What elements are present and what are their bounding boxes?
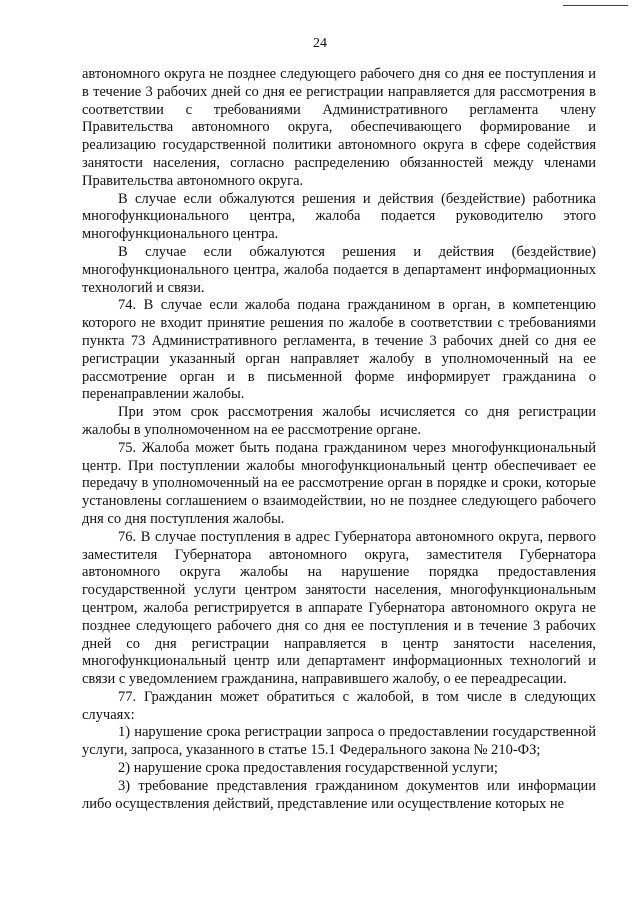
- paragraph: 74. В случае если жалоба подана гражданином в орган, в компетенцию которого не входит принятие решения по жалобе в соответствии с требованиями пункта 73 Административного регламента, в течение 3 рабочих дней со дня ее регистрации указанный орган направляет жалобу в уполномоченный на ее рассмотрение орган и в письменной форме информирует гражданина о перенаправлении жалобы.: [82, 297, 596, 403]
- paragraph: автономного округа не позднее следующего рабочего дня со дня ее поступления и в течение 3 рабочих дней со дня ее регистрации направляется для рассмотрения в соответствии с требованиями Административного регламента члену Правительства автономного округа, обеспечивающего формирование и реализацию государственной политики автономного округа в сфере содействия занятости населения, согласно распределению обязанностей между членами Правительства автономного округа.: [82, 66, 596, 189]
- paragraph: 77. Гражданин может обратиться с жалобой, в том числе в следующих случаях:: [82, 688, 596, 723]
- paragraph: 76. В случае поступления в адрес Губернатора автономного округа, первого заместителя Губернатора автономного округа, заместителя Губернатора автономного округа жалобы на нарушение порядка предоставления государственной услуги центром занятости населения, многофункциональным центром, жалоба регистрируется в аппарате Губернатора автономного округа не позднее следующего рабочего дня со дня ее поступления и в течение 3 рабочих дней со дня регистрации направляется в центр занятости населения, многофункциональный центр или департамент информационных технологий и связи с уведомлением гражданина, направившего жалобу, о ее переадресации.: [82, 528, 596, 688]
- paragraph: В случае если обжалуются решения и действия (бездействие) работника многофункционального центра, жалоба подается руководителю этого многофункционального центра.: [82, 190, 596, 243]
- paragraph: При этом срок рассмотрения жалобы исчисляется со дня регистрации жалобы в уполномоченном на ее рассмотрение органе.: [82, 404, 596, 438]
- paragraph: В случае если обжалуются решения и действия (бездействие) многофункционального центра, жалоба подается в департамент информационных технологий и связи.: [82, 243, 596, 296]
- document-body: [82, 66, 596, 813]
- page-number: 24: [313, 36, 327, 51]
- paragraph: 75. Жалоба может быть подана гражданином через многофункциональный центр. При поступлении жалобы многофункциональный центр обеспечивает ее передачу в уполномоченный на ее рассмотрение орган в порядке и сроки, которые установлены соглашением о взаимодействии, но не позднее следующего рабочего дня со дня поступления жалобы.: [82, 439, 596, 527]
- header-rule: [563, 5, 628, 6]
- paragraph: 1) нарушение срока регистрации запроса о предоставлении государственной услуги, запроса, указанного в статье 15.1 Федерального закона № 210-ФЗ;: [82, 724, 596, 759]
- paragraph: 2) нарушение срока предоставления государственной услуги;: [118, 760, 498, 777]
- paragraph: 3) требование представления гражданином документов или информации либо осуществления действий, представление или осуществление которых не: [82, 777, 596, 812]
